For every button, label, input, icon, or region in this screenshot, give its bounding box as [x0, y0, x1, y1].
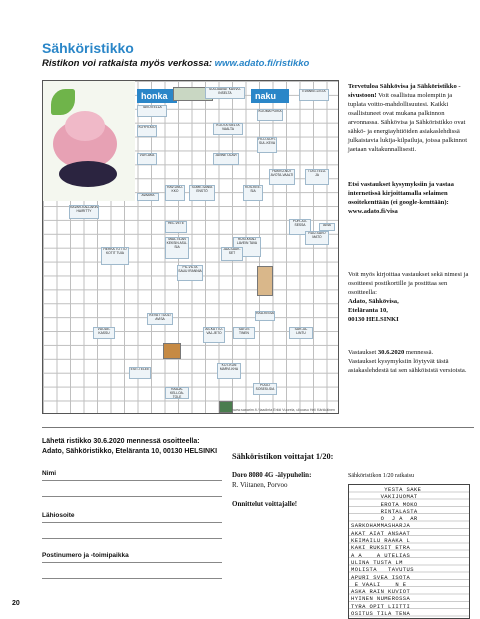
- clue-cell: VUR-AKA: [137, 153, 157, 165]
- web-heading: Etsi vastaukset kysymyksiin ja vastaa internetissä kirjoittamalla selaimen osoitekenttään (ei google-kenttään):: [348, 181, 454, 206]
- clue-cell: HEL-VETE: [165, 221, 187, 233]
- clue-cell: SOME-SANIA ENSTÖ: [189, 185, 215, 201]
- congrats-label: Onnittelut voittajalle!: [232, 500, 298, 508]
- page-number: 20: [12, 600, 20, 607]
- deadline-text: Vastaukset: [348, 349, 377, 356]
- clue-cell: KEVÄT TUULI AVISA: [147, 313, 173, 325]
- deadline-date: 30.6.2020: [377, 349, 405, 356]
- section-divider: [42, 427, 474, 428]
- solution-row: ULINA TUSTA LM: [351, 558, 403, 566]
- postal-field-line-2[interactable]: [42, 578, 222, 579]
- tree-picture: [219, 401, 233, 413]
- address-line-2: Eteläranta 10,: [348, 307, 388, 314]
- clue-cell: EVANKE-LISTA: [299, 89, 329, 101]
- name-label: Nimi: [42, 470, 57, 477]
- address-line-3: 00130 HELSINKI: [348, 316, 399, 323]
- clue-cell: SAR-JA-LINTU: [289, 327, 313, 339]
- clue-cell: FILO-SOFI-SUL-KEVA: [257, 137, 277, 153]
- clue-cell: AS-KUTTU-VAJ-JETO: [203, 327, 225, 343]
- clue-cell: KOS-KEE-SIA: [243, 185, 263, 201]
- clue-cell: HERKÄ TOTTO KOTIT TUIA: [101, 247, 129, 265]
- solution-row: KEIMAILU RAAKA L: [351, 537, 411, 545]
- intro-text: Voit osallistua molempiin ja tuplata voitto-mahdollisuutesi. Kaikki osallistuneet ovat mukana palkinnon arvonnassa. Sähkövisa ja Sähköristikko ovat sähkö- ja energiayhtiöiden asiakaslehdissä julkaistavia lukija-kilpailuja, joissa palkinnot jaetaan valtakunnallisesti.: [348, 92, 468, 153]
- clue-cell: JÄNNE OLAVI: [213, 153, 239, 165]
- postal-field[interactable]: [42, 562, 222, 563]
- clue-cell: VUODE-KASSU: [93, 327, 115, 339]
- clue-cell: TOSI-TELU-JA: [305, 169, 329, 185]
- visa-url-link[interactable]: www.adato.fi/visa: [348, 208, 398, 215]
- clue-cell: MAA-TILAN KEKSIN ASU-SIA: [165, 237, 189, 259]
- name-field-line-2[interactable]: [42, 496, 222, 497]
- clue-cell: SUOJAAVAT KASVU-INSELTA: [205, 87, 245, 99]
- clue-cell: PIL-VILTÄ SAUU IRANNIA: [177, 265, 203, 281]
- solution-row: VAKIJUOMAT: [351, 493, 418, 501]
- solution-row: TYRA OPIT LIITTI: [351, 602, 411, 610]
- submission-info: [42, 437, 222, 457]
- address-label: Lähiosoite: [42, 512, 75, 519]
- clue-cell: RAAJA-KELLOA-TOLE: [165, 387, 189, 399]
- clue-cell: KÖYHI-KIÖ: [137, 125, 157, 137]
- clue-cell: JÄÄ-SAUK-SET: [221, 247, 243, 261]
- winners-title: Sähköristikon voittajat 1/20:: [232, 452, 334, 461]
- address-field[interactable]: [42, 522, 222, 523]
- solution-row: RINTALASTA: [351, 507, 418, 515]
- clue-cell: RAV-UNU-KKO: [165, 185, 185, 201]
- portrait-picture: [257, 266, 273, 296]
- send-line: Lähetä ristikko 30.6.2020 mennessä osoitteella:: [42, 438, 200, 445]
- deadline-note: Vastaukset kysymyksiin löytyvät tästä asiakaslehdestä tai sen sähköisistä versioista.: [348, 358, 467, 374]
- clue-cell: RAU-KISSA: [255, 311, 275, 321]
- solution-row: EROTA MOKO: [351, 500, 418, 508]
- banner-naku: naku: [251, 89, 289, 103]
- solution-row: O J A AR: [351, 515, 418, 523]
- intro-heading: Tervetuloa Sähkövisa ja Sähköristikko -sivustoon!: [348, 83, 461, 99]
- clue-cell: TAVOITELLA: [137, 105, 167, 117]
- name-field[interactable]: [42, 480, 222, 481]
- solution-row: AKAT AIAT ANSAAT: [351, 529, 411, 537]
- web-instructions: [348, 180, 470, 216]
- info-sidebar: [348, 82, 470, 154]
- postal-label: Postinumero ja -toimipaikka: [42, 552, 129, 559]
- send-address: Adato, Sähköristikko, Eteläranta 10, 00130 HELSINKI: [42, 448, 218, 455]
- clue-cell: AINA: [319, 223, 335, 231]
- solution-row: E VAALI N E: [351, 580, 407, 588]
- solution-row: YESTA SAKE: [351, 486, 422, 493]
- solution-row: HYINEN NUMEROSSA: [351, 595, 411, 603]
- address-line-1: Adato, Sähkövisa,: [348, 298, 399, 305]
- banner-honka: honka: [137, 89, 177, 103]
- solution-row: SARKOHAMMASHARJA: [351, 522, 411, 530]
- solution-grid: [348, 484, 470, 619]
- winner-name: R. Viitanen, Porvoo: [232, 480, 288, 489]
- puzzle-url-link[interactable]: www.adato.fi/ristikko: [214, 58, 310, 69]
- solution-box: [348, 473, 470, 619]
- clue-cell: ESIT-TELEE: [129, 367, 151, 379]
- solution-row: MOLISTA TAVUTUS: [351, 566, 414, 574]
- clue-cell: KOOMA POIKA: [257, 109, 283, 121]
- mail-text: Voit myös kirjoittaa vastaukset sekä nimesi ja osoitteesi postikortille ja postittaa sen osoitteella:: [348, 271, 469, 296]
- solution-row: KAKI RUKSIT ETRA: [351, 544, 411, 552]
- solution-row: A A A UTELIAS: [351, 551, 411, 559]
- clue-cell: AVAARA: [137, 193, 159, 201]
- ice-cream-image: [43, 81, 135, 201]
- solution-title: Sähköristikon 1/20 ratkaisu: [348, 473, 414, 479]
- clue-cell: PUOLI SOSESI-SIA: [253, 383, 277, 395]
- congrats-text: [232, 500, 344, 510]
- deadline-text-end: mennessä.: [405, 349, 434, 356]
- solution-row: OSITUS TILA TENA: [351, 610, 411, 618]
- dog-picture: [163, 343, 181, 359]
- clue-cell: POH-JOI-SESSA: [289, 219, 311, 235]
- subtitle-text: Ristikon voi ratkaista myös verkossa:: [42, 58, 213, 69]
- clue-cell: KOOTA SIELTÄ VAALTA: [213, 123, 243, 135]
- clue-cell: RUU-SAVO MATO: [305, 231, 329, 245]
- solution-row: ASKA RAIN KUVIOT: [351, 588, 411, 596]
- deadline-info: [348, 348, 470, 375]
- clue-cell: HUKKU-NUT AVOTA-VAALTI: [269, 169, 295, 185]
- winners-prize: [232, 471, 344, 490]
- winners-box: [232, 452, 344, 520]
- puzzle-credit: www.sanarim.fi / laadinta Erkki Vuorela, ulkoasu Heli Kärkkäinen: [232, 408, 335, 412]
- mail-instructions: [348, 270, 470, 324]
- page-title: Sähköristikko: [42, 40, 134, 56]
- solution-row: APURI SVEA ISOTA: [351, 573, 411, 581]
- clue-cell: KOT-KUN MARVI-KHA: [217, 363, 241, 379]
- clue-cell: KÄVAR-KÄLLÄKIN HAIRITTY: [69, 205, 99, 219]
- crossword-grid[interactable]: [42, 80, 339, 414]
- page-subtitle: [42, 58, 309, 69]
- prize-name: Doro 8080 4G -älypuhelin:: [232, 471, 312, 479]
- address-field-line-2[interactable]: [42, 538, 222, 539]
- clue-cell: SATOS TINEN: [233, 327, 255, 339]
- clue-cell: RUSI-KKALI LAVEIN TAVA: [233, 237, 261, 257]
